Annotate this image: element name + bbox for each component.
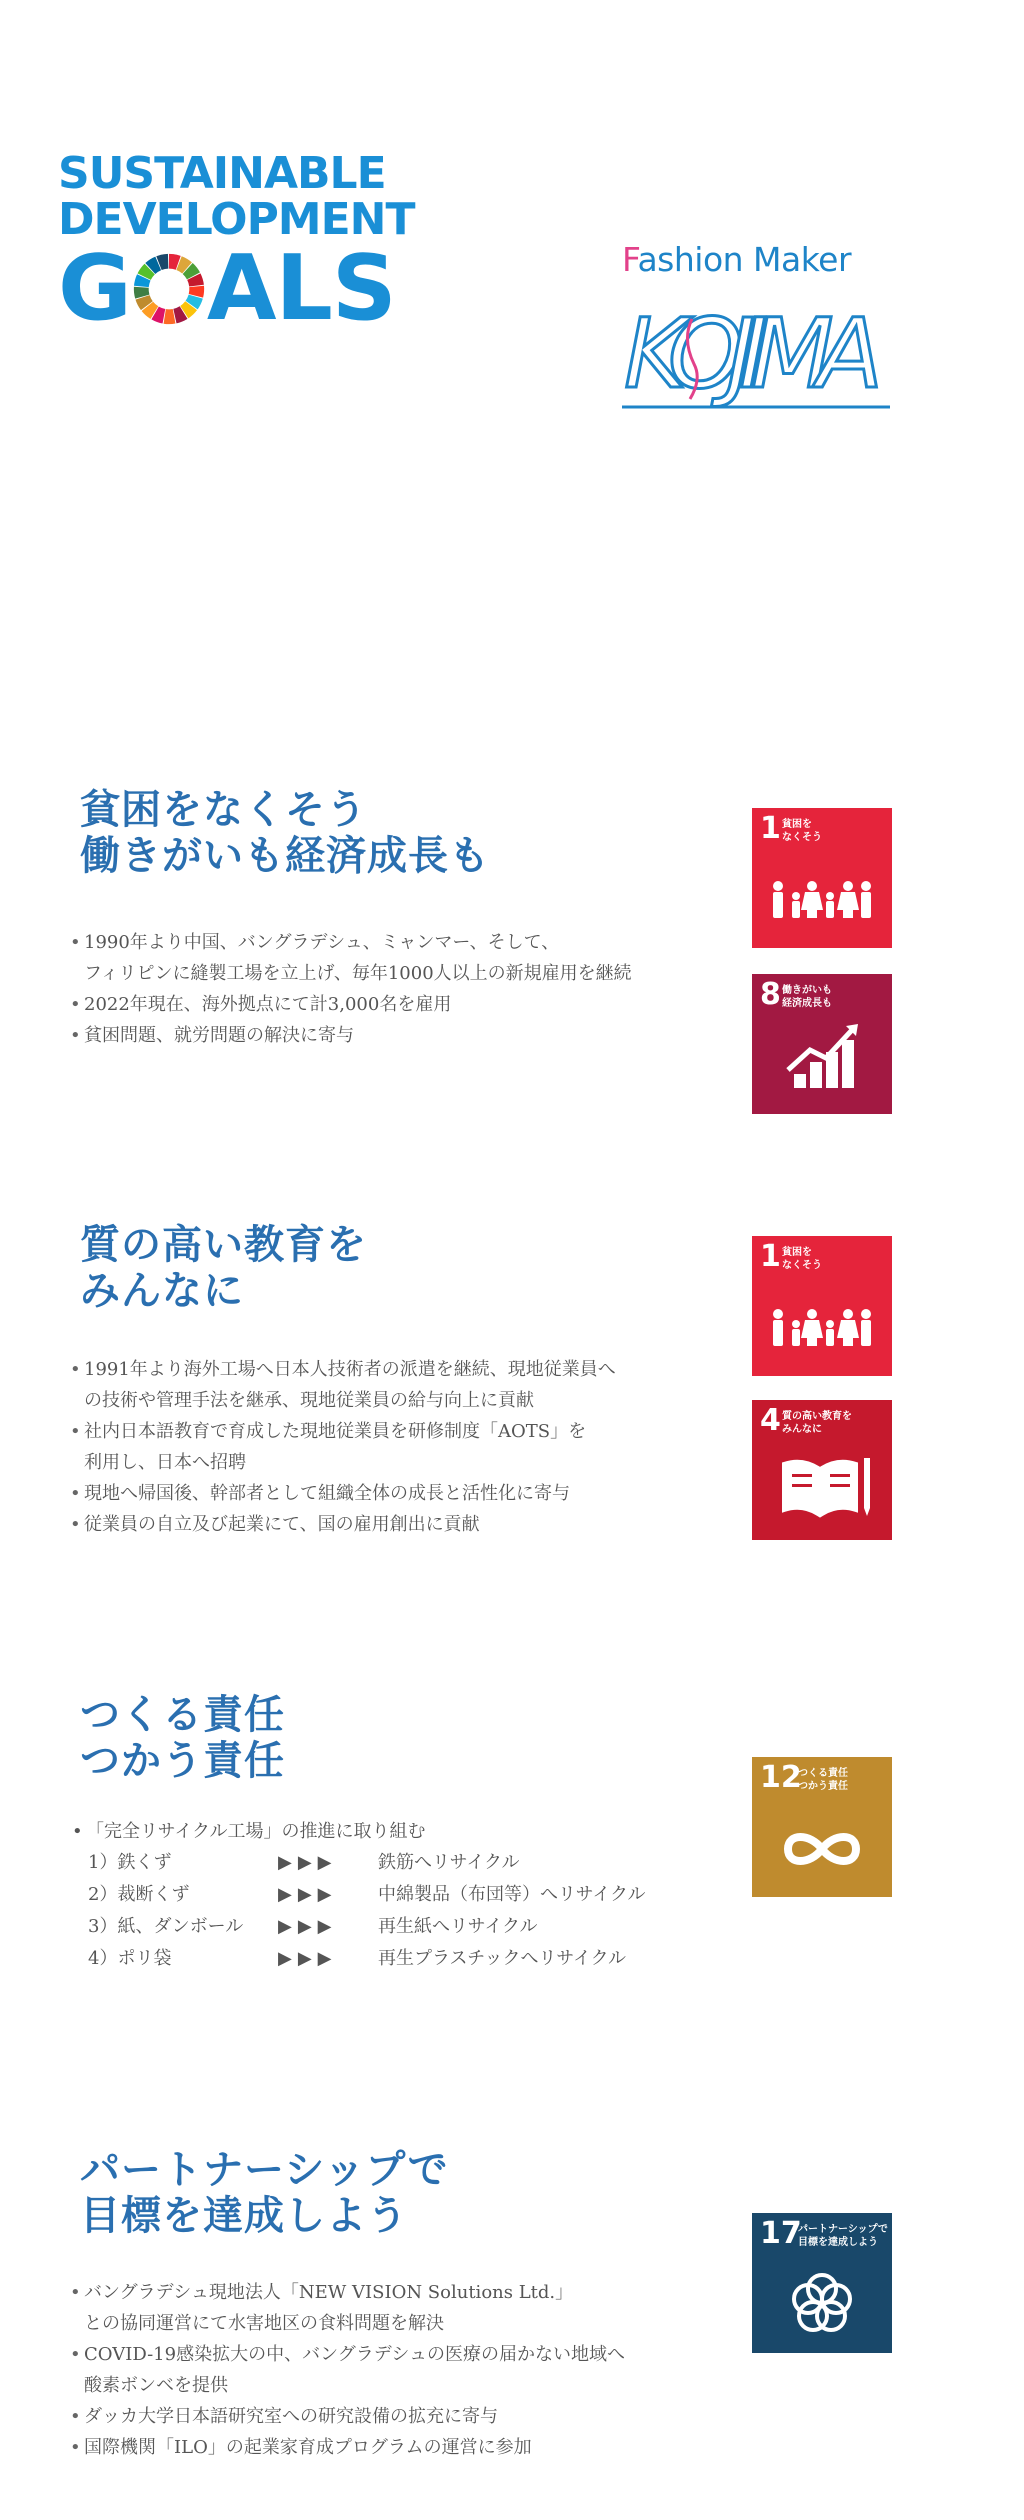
sdg-goal1-icon: 1 貧困を なくそう bbox=[752, 1236, 892, 1376]
list-item: 酸素ボンベを提供 bbox=[84, 2375, 228, 2396]
table-row: 4）ポリ袋 ▶▶▶ 再生プラスチックへリサイクル bbox=[88, 1948, 627, 1969]
list-item: • 国際機関「ILO」の起業家育成プログラムの運営に参加 bbox=[70, 2437, 532, 2458]
table-row: 2）裁断くず ▶▶▶ 中綿製品（布団等）へリサイクル bbox=[88, 1884, 646, 1905]
recycle-list bbox=[72, 1817, 722, 1975]
sdg-goal12-icon: 12 つくる責任 つかう責任 bbox=[752, 1757, 892, 1897]
table-row: 3）紙、ダンボール ▶▶▶ 再生紙へリサイクル bbox=[88, 1916, 538, 1937]
sdg-logo-line1: SUSTAINABLE bbox=[58, 148, 386, 199]
brand-tagline: Fashion Maker bbox=[622, 240, 852, 279]
kojima-wordmark bbox=[622, 279, 892, 419]
list-item: • 2022年現在、海外拠点にて計3,000名を雇用 bbox=[70, 994, 452, 1015]
sdg-logo-line2: DEVELOPMENT bbox=[58, 194, 415, 245]
infinity-icon bbox=[752, 1757, 892, 1897]
list-item: • ダッカ大学日本語研究室への研究設備の拡充に寄与 bbox=[70, 2406, 498, 2427]
growth-chart-icon bbox=[752, 974, 892, 1114]
section2-bullets bbox=[70, 1354, 730, 1540]
section4-title: パートナーシップで 目標を達成しよう bbox=[80, 2146, 449, 2239]
sdg-logo-g: G bbox=[58, 236, 131, 341]
kojima-logo bbox=[622, 240, 892, 420]
family-icon bbox=[752, 808, 892, 948]
sdg-goal1-icon: 1 貧困を なくそう bbox=[752, 808, 892, 948]
section3-title: つくる責任 つかう責任 bbox=[80, 1691, 285, 1784]
list-item: • 1991年より海外工場へ日本人技術者の派遣を継続、現地従業員へ bbox=[70, 1359, 616, 1380]
list-item: • 社内日本語教育で育成した現地従業員を研修制度「AOTS」を bbox=[70, 1421, 587, 1442]
section1-bullets bbox=[70, 927, 730, 1051]
sdg-goal8-icon: 8 働きがいも 経済成長も bbox=[752, 974, 892, 1114]
sdg-color-wheel-icon bbox=[132, 252, 206, 326]
sdg-goal4-icon: 4 質の高い教育を みんなに bbox=[752, 1400, 892, 1540]
table-row: 1）鉄くず ▶▶▶ 鉄筋へリサイクル bbox=[88, 1852, 520, 1873]
family-icon bbox=[752, 1236, 892, 1376]
partnership-flower-icon bbox=[752, 2213, 892, 2353]
list-item: • 貧困問題、就労問題の解決に寄与 bbox=[70, 1025, 354, 1046]
book-pencil-icon bbox=[752, 1400, 892, 1540]
list-item: との協同運営にて水害地区の食料問題を解決 bbox=[84, 2313, 444, 2334]
sdg-goal17-icon: 17 パートナーシップで 目標を達成しよう bbox=[752, 2213, 892, 2353]
section4-bullets bbox=[70, 2277, 730, 2463]
section2-title: 質の高い教育を みんなに bbox=[80, 1221, 367, 1314]
list-item: • 1990年より中国、バングラデシュ、ミャンマー、そして、 bbox=[70, 932, 560, 953]
list-item: の技術や管理手法を継承、現地従業員の給与向上に貢献 bbox=[84, 1390, 534, 1411]
list-item: フィリピンに縫製工場を立上げ、毎年1000人以上の新規雇用を継続 bbox=[84, 963, 632, 984]
list-item: • COVID-19感染拡大の中、バングラデシュの医療の届かない地域へ bbox=[70, 2344, 625, 2365]
list-item: • 従業員の自立及び起業にて、国の雇用創出に貢献 bbox=[70, 1514, 480, 1535]
sdg-logo-als: ALS bbox=[206, 236, 396, 341]
section1-title: 貧困をなくそう 働きがいも経済成長も bbox=[80, 786, 490, 879]
list-item: • バングラデシュ現地法人「NEW VISION Solutions Ltd.」 bbox=[70, 2282, 574, 2303]
wheel-segment bbox=[163, 309, 175, 324]
list-item: • 現地へ帰国後、幹部者として組織全体の成長と活性化に寄与 bbox=[70, 1483, 570, 1504]
sdg-logo-line3 bbox=[58, 236, 398, 341]
brand-name: KOJIMA bbox=[624, 298, 879, 410]
recycle-intro: • 「完全リサイクル工場」の推進に取り組む bbox=[72, 1821, 426, 1842]
list-item: 利用し、日本へ招聘 bbox=[84, 1452, 246, 1473]
sdg-logo bbox=[58, 148, 415, 341]
